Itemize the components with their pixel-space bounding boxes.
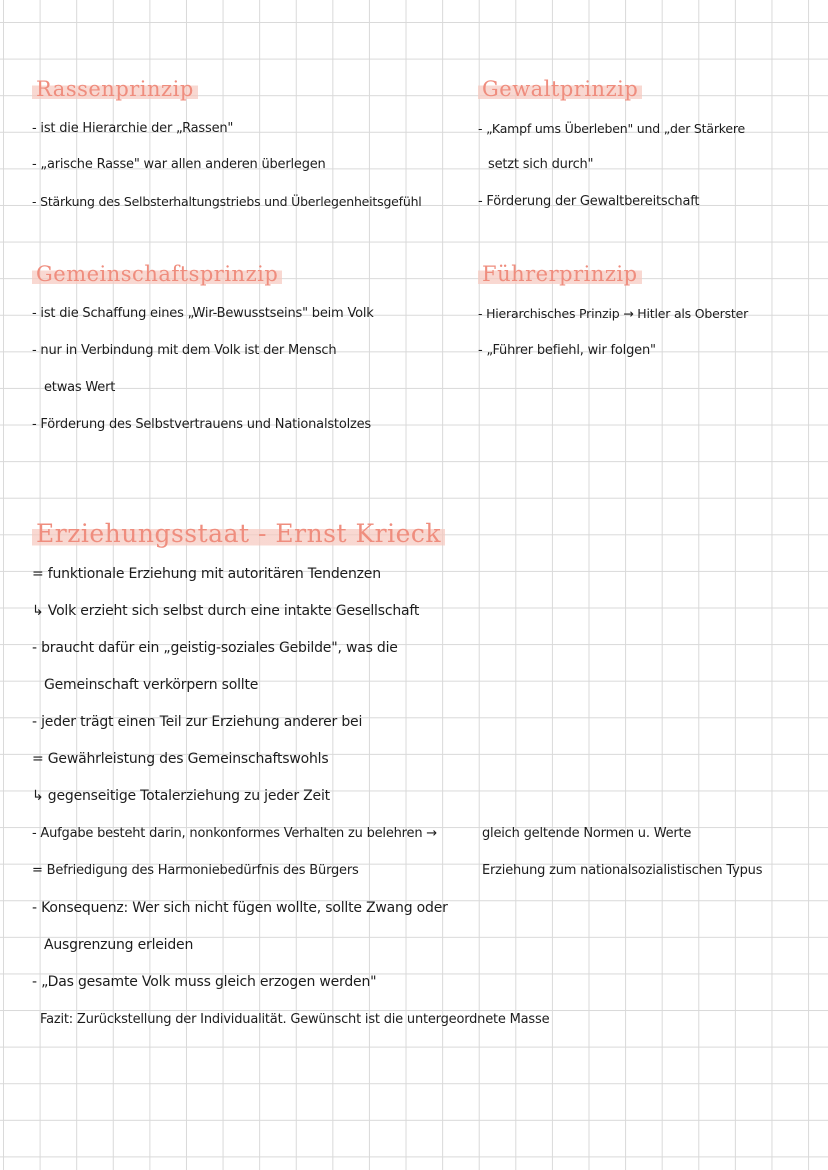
- text-line: etwas Wert: [44, 380, 116, 395]
- text-line: setzt sich durch": [488, 157, 594, 172]
- text-line: - nur in Verbindung mit dem Volk ist der Mensch: [32, 343, 337, 358]
- text-line: - jeder trägt einen Teil zur Erziehung anderer bei: [32, 714, 363, 730]
- heading-gewaltprinzip: Gewaltprinzip: [478, 77, 642, 101]
- text-line: gleich geltende Normen u. Werte: [482, 826, 692, 841]
- text-line: - ist die Schaffung eines „Wir-Bewusstseins" beim Volk: [32, 306, 374, 321]
- text-line: Ausgrenzung erleiden: [44, 937, 194, 953]
- text-line: - Stärkung des Selbsterhaltungstriebs und Überlegenheitsgefühl: [32, 194, 422, 209]
- text-line: - „Führer befiehl, wir folgen": [478, 343, 656, 358]
- text-line: - braucht dafür ein „geistig-soziales Gebilde", was die: [32, 640, 398, 656]
- text-line: - „Das gesamte Volk muss gleich erzogen werden": [32, 974, 377, 990]
- text-line: - Förderung des Selbstvertrauens und Nationalstolzes: [32, 417, 371, 432]
- text-line: Gemeinschaft verkörpern sollte: [44, 677, 259, 693]
- text-line: - „Kampf ums Überleben" und „der Stärkere: [478, 121, 746, 136]
- heading-rassenprinzip: Rassenprinzip: [32, 77, 198, 101]
- text-line: ↳ Volk erzieht sich selbst durch eine intakte Gesellschaft: [32, 603, 420, 619]
- text-line: = Befriedigung des Harmoniebedürfnis des Bürgers: [32, 863, 359, 878]
- text-line: - „arische Rasse" war allen anderen überlegen: [32, 157, 326, 172]
- text-line: Erziehung zum nationalsozialistischen Typus: [482, 863, 763, 878]
- text-line: - Konsequenz: Wer sich nicht fügen wollte, sollte Zwang oder: [32, 900, 448, 916]
- heading-erziehungsstaat: Erziehungsstaat - Ernst Krieck: [32, 519, 445, 548]
- text-line: = Gewährleistung des Gemeinschaftswohls: [32, 751, 329, 767]
- text-line: - Förderung der Gewaltbereitschaft: [478, 194, 700, 209]
- text-line: - Aufgabe besteht darin, nonkonformes Verhalten zu belehren →: [32, 826, 437, 841]
- heading-fuehrerprinzip: Führerprinzip: [478, 262, 642, 286]
- text-line: - ist die Hierarchie der „Rassen": [32, 121, 234, 136]
- heading-gemeinschaftsprinzip: Gemeinschaftsprinzip: [32, 262, 282, 286]
- text-line: ↳ gegenseitige Totalerziehung zu jeder Zeit: [32, 788, 330, 804]
- text-line: - Hierarchisches Prinzip → Hitler als Oberster: [478, 306, 749, 321]
- text-line: Fazit: Zurückstellung der Individualität. Gewünscht ist die untergeordnete Masse: [40, 1012, 550, 1027]
- text-line: = funktionale Erziehung mit autoritären Tendenzen: [32, 566, 381, 582]
